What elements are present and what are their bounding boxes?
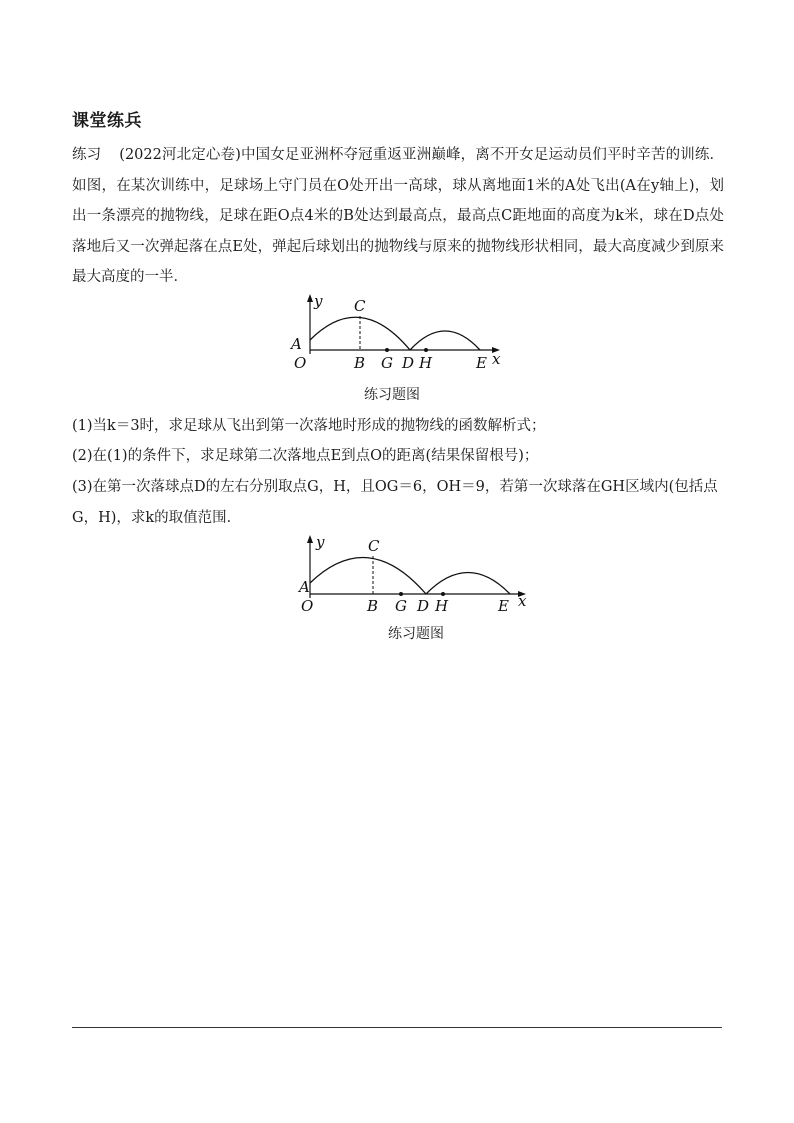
label-d: D <box>402 354 415 372</box>
point-g <box>399 592 403 596</box>
label-d: D <box>417 597 430 615</box>
figure-2-caption: 练习题图 <box>388 626 444 642</box>
label-c: C <box>368 537 380 555</box>
label-y: y <box>314 292 323 310</box>
label-y: y <box>316 533 325 551</box>
problem-label: 练习 <box>72 147 102 163</box>
label-b: B <box>367 597 379 615</box>
second-parabola <box>410 331 480 350</box>
label-x: x <box>518 592 527 610</box>
question-3: (3)在第一次落球点D的左右分别取点G，H，且OG＝6，OH＝9，若第一次球落在GH区域内(包括点G，H)，求k的取值范围． <box>72 479 718 526</box>
second-parabola <box>426 573 510 595</box>
figure-1 <box>288 292 508 376</box>
point-g <box>385 348 389 352</box>
label-o: O <box>301 597 314 615</box>
label-b: B <box>354 354 366 372</box>
figure-1-caption: 练习题图 <box>364 387 420 403</box>
label-a: A <box>299 578 310 596</box>
figure-2 <box>296 531 534 619</box>
label-g: G <box>381 354 393 372</box>
first-parabola <box>310 558 426 594</box>
label-h: H <box>435 597 449 615</box>
footer-rule <box>72 1027 722 1028</box>
label-g: G <box>395 597 407 615</box>
section-title: 课堂练兵 <box>72 111 142 131</box>
question-1: (1)当k＝3时，求足球从飞出到第一次落地时形成的抛物线的函数解析式； <box>72 418 546 434</box>
label-x: x <box>492 350 501 368</box>
label-h: H <box>419 354 433 372</box>
label-e: E <box>498 597 509 615</box>
label-c: C <box>354 297 366 315</box>
label-o: O <box>294 354 307 372</box>
label-e: E <box>476 354 487 372</box>
y-axis-arrow <box>307 535 313 543</box>
problem-text: (2022河北定心卷)中国女足亚洲杯夺冠重返亚洲巅峰，离不开女足运动员们平时辛苦的训练．如图，在某次训练中，足球场上守门员在O处开出一高球，球从离地面1米的A处飞出(A在y轴上)，划出一条漂亮的抛物线，足球在距O点4米的B处达到最高点，最高点C距地面的高度为k米，球在D点处落地后又一次弹起落在点E处，弹起后球划出的抛物线与原来的抛物线形状相同，最大高度减少到原来最大高度的一半． <box>72 147 725 285</box>
question-2: (2)在(1)的条件下，求足球第二次落地点E到点O的距离(结果保留根号)； <box>72 448 539 464</box>
y-axis-arrow <box>307 294 313 302</box>
label-a: A <box>291 335 302 353</box>
point-h <box>441 592 445 596</box>
problem-statement <box>72 140 724 293</box>
point-h <box>424 348 428 352</box>
